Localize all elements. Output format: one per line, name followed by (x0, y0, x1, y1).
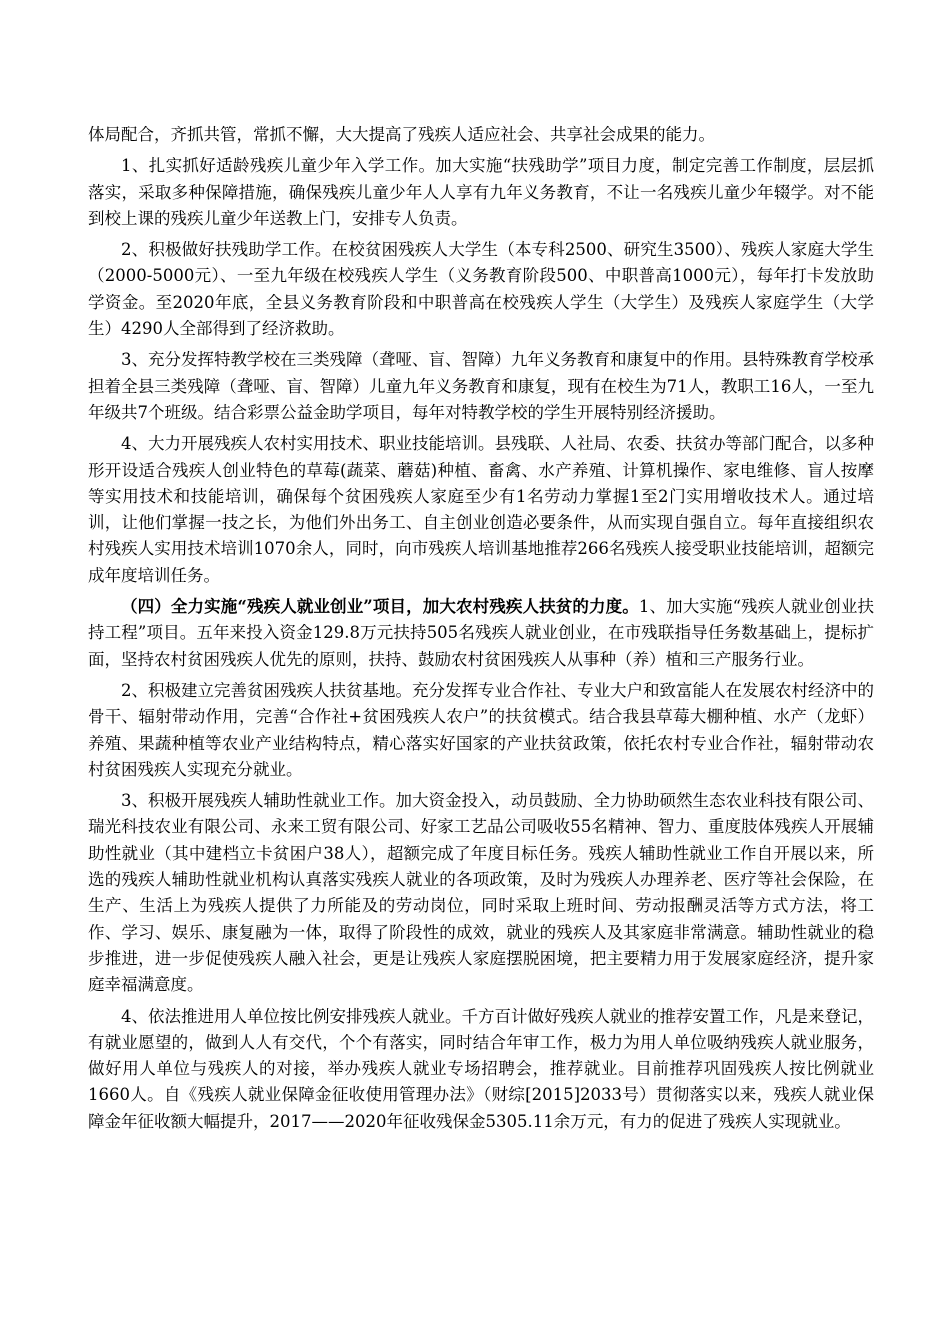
paragraph-item-4 (88, 431, 874, 589)
paragraph-text: 3、充分发挥特教学校在三类残障（聋哑、盲、智障）九年义务教育和康复中的作用。县特殊教育学校承担着全县三类残障（聋哑、盲、智障）儿童九年义务教育和康复，现有在校生为71人，教职工16人，一至九年级共7个班级。结合彩票公益金助学项目，每年对特教学校的学生开展特别经济援助。 (88, 350, 874, 422)
paragraph-item-2 (88, 237, 874, 342)
paragraph-text: 体局配合，齐抓共管，常抓不懈，大大提高了残疾人适应社会、共享社会成果的能力。 (88, 125, 715, 144)
paragraph-text: 1、扎实抓好适龄残疾儿童少年入学工作。加大实施“扶残助学”项目力度，制定完善工作制度，层层抓落实，采取多种保障措施，确保残疾儿童少年人人享有九年义务教育，不让一名残疾儿童少年辍学。对不能到校上课的残疾儿童少年送教上门，安排专人负责。 (88, 156, 874, 228)
paragraph-text: 4、依法推进用人单位按比例安排残疾人就业。千方百计做好残疾人就业的推荐安置工作，凡是来登记，有就业愿望的，做到人人有交代，个个有落实，同时结合年审工作，极力为用人单位吸纳残疾人就业服务，做好用人单位与残疾人的对接，举办残疾人就业专场招聘会，推荐就业。目前推荐巩固残疾人按比例就业1660人。自《残疾人就业保障金征收使用管理办法》（财综[2015]2033号）贯彻落实以来，残疾人就业保障金年征收额大幅提升，2017——2020年征收残保金5305.11余万元，有力的促进了残疾人实现就业。 (88, 1006, 874, 1131)
paragraph-text: 1、加大实施“残疾人就业创业扶持工程”项目。五年来投入资金129.8万元扶持505名残疾人就业创业，在市残联指导任务数基础上，提标扩面，坚持农村贫困残疾人优先的原则，扶持、鼓励农村贫困残疾人从事种（养）植和三产服务行业。 (88, 597, 875, 669)
paragraph-continuation (88, 122, 874, 148)
paragraph-item-2b (88, 678, 874, 783)
section-four-paragraph (88, 594, 874, 673)
paragraph-item-3 (88, 347, 874, 426)
paragraph-item-1 (88, 153, 874, 232)
section-heading: （四）全力实施“残疾人就业创业”项目，加大农村残疾人扶贫的力度。 (121, 597, 639, 617)
paragraph-item-3b (88, 788, 874, 998)
paragraph-text: 4、大力开展残疾人农村实用技术、职业技能培训。县残联、人社局、农委、扶贫办等部门配合，以多种形开设适合残疾人创业特色的草莓(蔬菜、蘑菇)种植、畜禽、水产养殖、计算机操作、家电维修、盲人按摩等实用技术和技能培训，确保每个贫困残疾人家庭至少有1名劳动力掌握1至2门实用增收技术人。通过培训，让他们掌握一技之长，为他们外出务工、自主创业创造必要条件，从而实现自强自立。每年直接组织农村残疾人实用技术培训1070余人，同时，向市残疾人培训基地推荐266名残疾人接受职业技能培训，超额完成年度培训任务。 (88, 434, 874, 585)
paragraph-text: 3、积极开展残疾人辅助性就业工作。加大资金投入，动员鼓励、全力协助硕然生态农业科技有限公司、瑞光科技农业有限公司、永来工贸有限公司、好家工艺品公司吸收55名精神、智力、重度肢体残疾人开展辅助性就业（其中建档立卡贫困户38人），超额完成了年度目标任务。残疾人辅助性就业工作自开展以来，所选的残疾人辅助性就业机构认真落实残疾人就业的各项政策，及时为残疾人办理养老、医疗等社会保险，在生产、生活上为残疾人提供了力所能及的劳动岗位，同时采取上班时间、劳动报酬灵活等方式方法，将工作、学习、娱乐、康复融为一体，取得了阶段性的成效，就业的残疾人及其家庭非常满意。辅助性就业的稳步推进，进一步促使残疾人融入社会，更是让残疾人家庭摆脱困境，把主要精力用于发展家庭经济，提升家庭幸福满意度。 (88, 791, 874, 995)
paragraph-item-4b (88, 1004, 874, 1135)
document-page (88, 122, 874, 1140)
paragraph-text: 2、积极做好扶残助学工作。在校贫困残疾人大学生（本专科2500、研究生3500）、残疾人家庭大学生（2000-5000元）、一至九年级在校残疾人学生（义务教育阶段500、中职普高1000元），每年打卡发放助学资金。至2020年底，全县义务教育阶段和中职普高在校残疾人学生（大学生）及残疾人家庭学生（大学生）4290人全部得到了经济救助。 (88, 240, 874, 339)
paragraph-text: 2、积极建立完善贫困残疾人扶贫基地。充分发挥专业合作社、专业大户和致富能人在发展农村经济中的骨干、辐射带动作用，完善“合作社+贫困残疾人农户”的扶贫模式。结合我县草莓大棚种植、水产（龙虾）养殖、果蔬种植等农业产业结构特点，精心落实好国家的产业扶贫政策，依托农村专业合作社，辐射带动农村贫困残疾人实现充分就业。 (88, 680, 874, 779)
